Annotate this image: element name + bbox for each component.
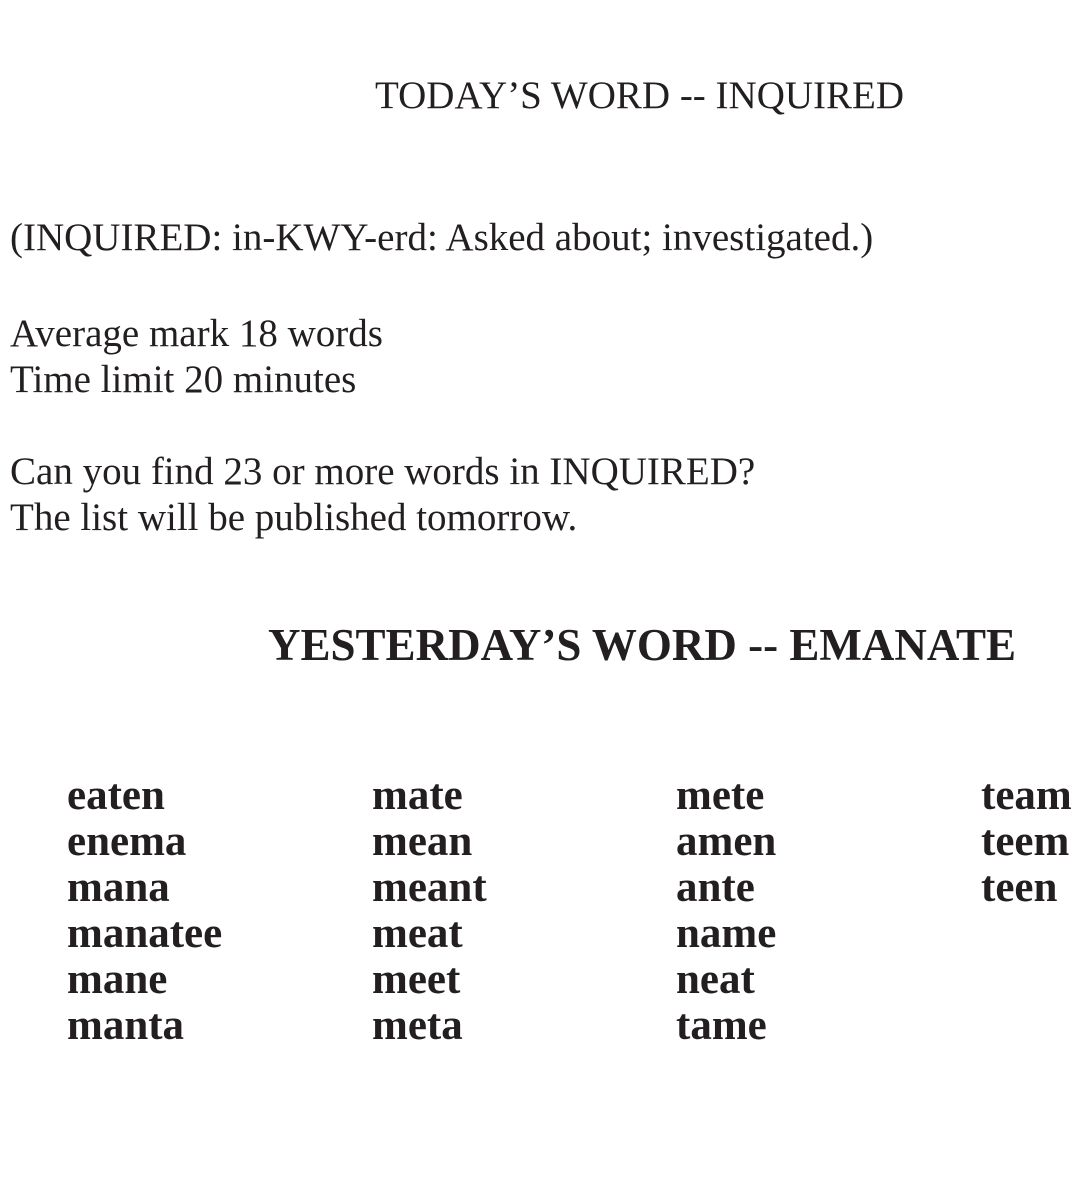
answer-word: eaten [67, 772, 165, 819]
answer-word: teem [981, 818, 1070, 865]
answer-word: amen [676, 818, 777, 865]
answer-word: meet [372, 956, 461, 1003]
word-definition: (INQUIRED: in-KWY-erd: Asked about; investigated.) [10, 216, 874, 259]
answer-word: manta [67, 1002, 185, 1049]
answer-word: mana [67, 864, 170, 911]
challenge-text: Can you find 23 or more words in INQUIRED? [10, 450, 756, 493]
time-limit-text: Time limit 20 minutes [10, 358, 357, 401]
answer-word: meta [372, 1002, 463, 1049]
answer-column-3 [676, 773, 776, 1049]
answer-column-2 [372, 773, 487, 1049]
answer-word: meant [372, 864, 487, 911]
answer-word: manatee [67, 910, 223, 957]
answer-word: mane [67, 956, 168, 1003]
answer-word: teen [981, 864, 1058, 911]
answer-word: mate [372, 772, 463, 819]
challenge-block [10, 449, 755, 541]
answer-word: meat [372, 910, 463, 957]
todays-word-heading: TODAY’S WORD -- INQUIRED [375, 74, 905, 117]
average-mark-text: Average mark 18 words [10, 312, 383, 355]
answer-word: mean [372, 818, 473, 865]
answer-word: ante [676, 864, 755, 911]
answer-word: tame [676, 1002, 767, 1049]
answer-word: name [676, 910, 777, 957]
answer-word: neat [676, 956, 755, 1003]
publish-note-text: The list will be published tomorrow. [10, 496, 578, 539]
puzzle-stats [10, 311, 383, 403]
answer-word: mete [676, 772, 765, 819]
answer-word: team [981, 772, 1072, 819]
answer-column-4 [981, 773, 1072, 911]
answer-word: enema [67, 818, 187, 865]
yesterdays-word-heading: YESTERDAY’S WORD -- EMANATE [268, 620, 1017, 670]
answer-column-1 [67, 773, 222, 1049]
